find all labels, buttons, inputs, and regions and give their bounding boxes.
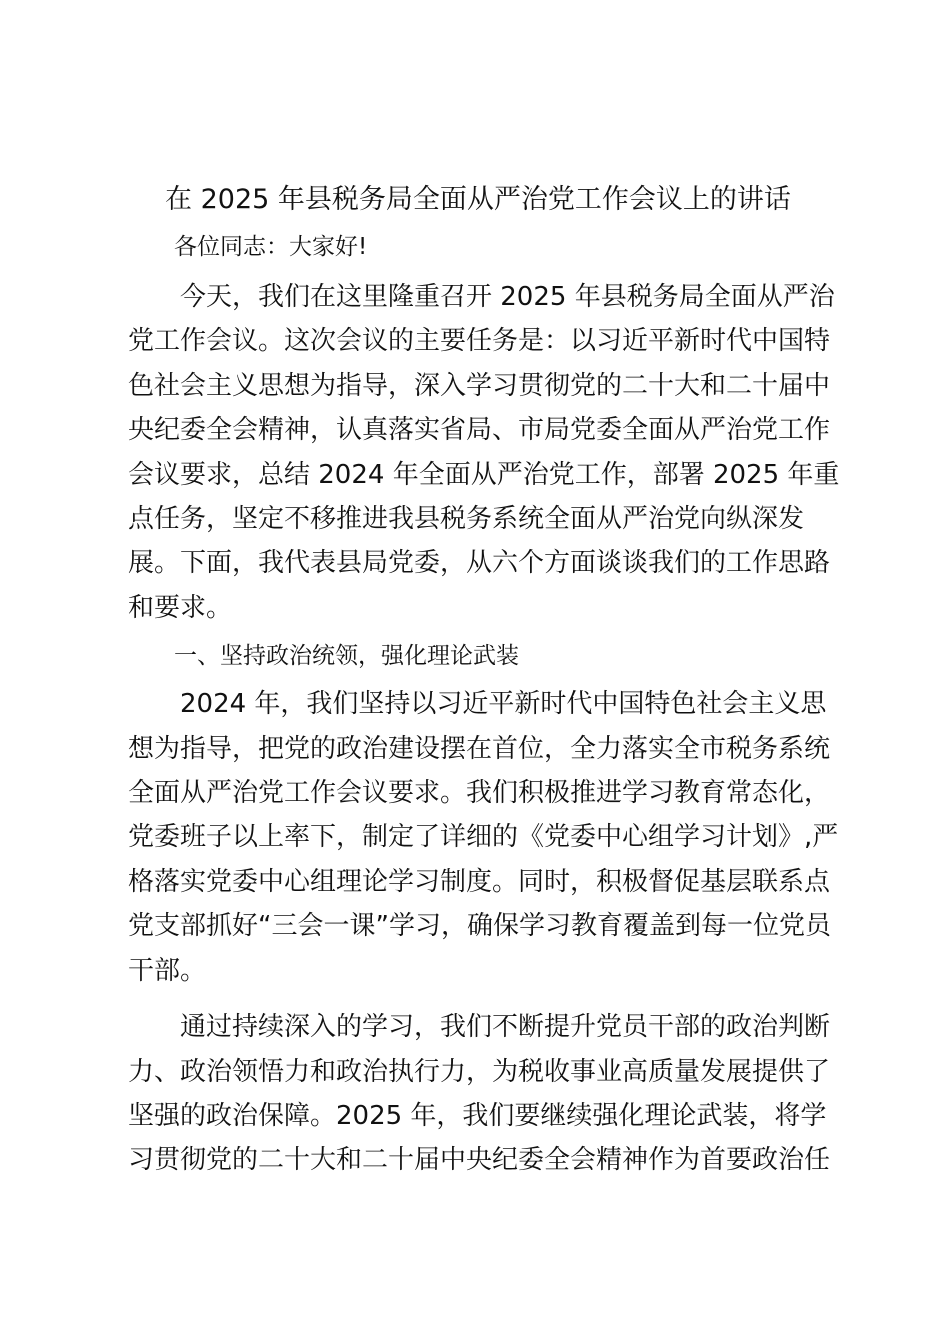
text-line: 党委班子以上率下，制定了详细的《党委中心组学习计划》,严: [128, 822, 839, 853]
text-line: 会议要求，总结 2024 年全面从严治党工作，部署 2025 年重: [128, 459, 840, 490]
text-line: 干部。: [128, 955, 207, 986]
section-paragraph: [128, 1005, 831, 1183]
text-line: 党工作会议。这次会议的主要任务是：以习近平新时代中国特: [128, 326, 831, 357]
text-line: 点任务，坚定不移推进我县税务系统全面从严治党向纵深发: [128, 504, 805, 535]
intro-paragraph: [128, 275, 840, 630]
section-heading: 一、坚持政治统领，强化理论武装: [174, 643, 519, 670]
text-line: 和要求。: [128, 592, 233, 623]
text-line: 色社会主义思想为指导，深入学习贯彻党的二十大和二十届中: [128, 370, 831, 401]
text-line: 党支部抓好“三会一课”学习，确保学习教育覆盖到每一位党员: [128, 911, 831, 942]
text-line: 全面从严治党工作会议要求。我们积极推进学习教育常态化，: [128, 778, 831, 809]
text-line: 习贯彻党的二十大和二十届中央纪委全会精神作为首要政治任: [128, 1145, 831, 1176]
text-line: 想为指导，把党的政治建设摆在首位，全力落实全市税务系统: [128, 733, 831, 764]
text-line: 央纪委全会精神，认真落实省局、市局党委全面从严治党工作: [128, 415, 831, 446]
greeting: 各位同志：大家好!: [174, 234, 368, 260]
text-line: 展。下面，我代表县局党委，从六个方面谈谈我们的工作思路: [128, 548, 831, 579]
text-line: 今天，我们在这里隆重召开 2025 年县税务局全面从严治: [180, 282, 835, 312]
section-paragraph: [128, 682, 839, 993]
text-line: 力、政治领悟力和政治执行力，为税收事业高质量发展提供了: [128, 1056, 831, 1087]
text-line: 2024 年，我们坚持以习近平新时代中国特色社会主义思: [180, 689, 827, 720]
text-line: 通过持续深入的学习，我们不断提升党员干部的政治判断: [180, 1012, 831, 1043]
document-body: [128, 225, 840, 1183]
document-title: 在 2025 年县税务局全面从严治党工作会议上的讲话: [165, 184, 791, 215]
text-line: 格落实党委中心组理论学习制度。同时，积极督促基层联系点: [128, 866, 831, 897]
text-line: 坚强的政治保障。2025 年，我们要继续强化理论武装，将学: [128, 1100, 827, 1131]
